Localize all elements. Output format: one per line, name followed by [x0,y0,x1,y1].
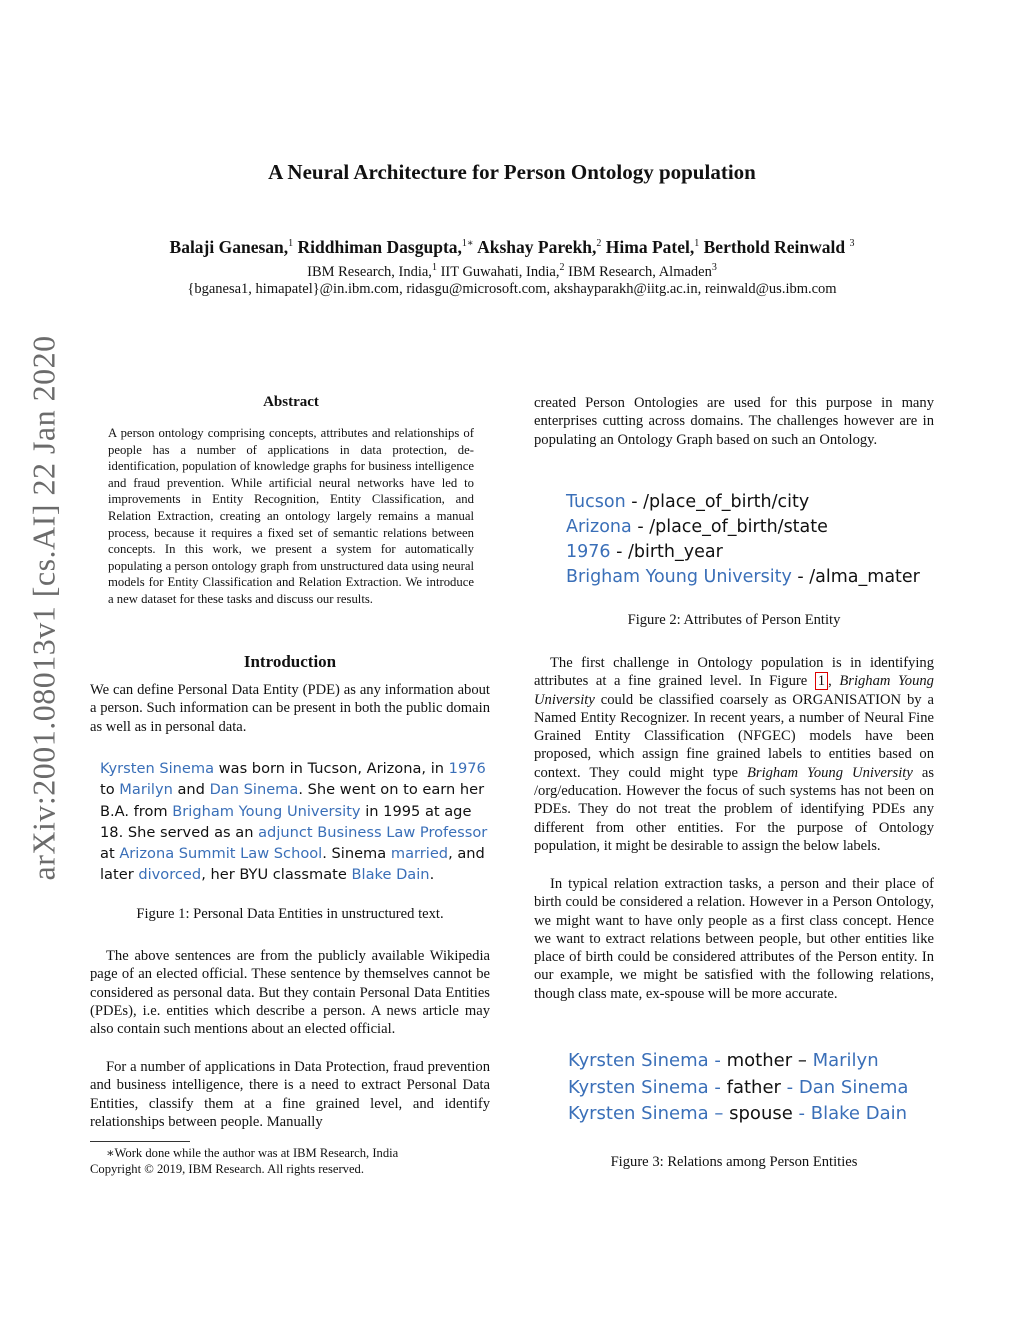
footnote-line: ∗Work done while the author was at IBM Research, India [106,1146,399,1160]
text-run: . Sinema [322,845,391,863]
separator: - [780,1076,799,1098]
affil-mark: 3 [711,262,717,273]
body-paragraph: For a number of applications in Data Protection, fraud prevention and business intelligence, there is a need to extract Personal Data Entities, classify them at a fine grained level, and identify relationships between people. Manually [90,1059,490,1130]
separator: - [792,1103,811,1124]
abstract-heading: Abstract [263,394,319,410]
figure1-caption: Figure 1: Personal Data Entities in unstructured text. [136,906,444,922]
attribute-label: /place_of_birth/state [649,517,828,537]
entity-mention: Kyrsten Sinema [568,1103,709,1124]
relation-label: father [726,1076,781,1098]
separator: - [791,567,810,587]
entity-mention: 1976 [448,760,486,777]
entity-mention: Brigham Young University [172,802,361,820]
intro-paragraph: We can define Personal Data Entity (PDE) as any information about a person. Such information can be present in both the public domain as well as in personal data. [90,682,490,735]
author-emails: {bganesa1, himapatel}@in.ibm.com, ridasgu@microsoft.com, akshayparakh@iitg.ac.in, reinwald@us.ibm.com [187,281,837,297]
relation-label: mother [726,1050,793,1071]
italic-run: Brigham Young University [746,764,913,781]
figure2-attributes [566,490,946,590]
author-affil-mark: 2 [596,238,602,250]
attribute-label: /birth_year [628,542,723,562]
attribute-row [566,490,946,515]
entity-mention: Blake Dain [351,866,430,884]
text-run: , [828,673,840,690]
affiliation: IBM Research, Almaden [568,263,712,280]
text-run: to [100,781,120,799]
affiliation: IBM Research, India, [307,263,432,280]
relation-row [568,1048,948,1075]
author-name: Akshay Parekh, [477,237,597,257]
text-run: The first challenge in Ontology population is in identifying attributes at a fine grained level. In Figure [534,655,934,690]
figure3-relations [568,1048,948,1128]
entity-mention: Arizona Summit Law School [119,845,323,863]
arxiv-stamp: arXiv:2001.08013v1 [cs.AI] 22 Jan 2020 [25,335,62,881]
entity-mention: divorced [138,866,202,884]
body-paragraph: created Person Ontologies are used for this purpose in many enterprises cutting across domains. The challenges however are in populating an Ontology Graph based on such an Ontology. [534,395,934,448]
author-list [0,237,1024,258]
affiliation: IIT Guwahati, India, [440,263,560,280]
paper-title: A Neural Architecture for Person Ontology population [268,160,756,184]
separator: – [708,1103,730,1124]
entity-mention: Kyrsten Sinema [100,760,215,777]
author-affil-mark: 3 [849,238,855,250]
author-affil-mark: 1∗ [461,238,474,250]
figure2-caption: Figure 2: Attributes of Person Entity [627,612,841,628]
author-name: Riddhiman Dasgupta, [297,237,462,257]
attribute-label: /alma_mater [809,567,920,587]
figure-reference-link[interactable]: 1 [815,672,828,690]
text-run: was born in Tucson, Arizona, in [214,760,449,777]
body-paragraph [534,654,934,855]
italic-run: Brigham Young University [534,673,934,708]
figure1-text [100,758,490,886]
author-name: Balaji Ganesan, [169,237,289,257]
entity-mention: Brigham Young University [566,567,792,587]
entity-mention: adjunct Business Law Professor [258,823,488,841]
separator: - [708,1076,727,1098]
entity-mention: Marilyn [812,1050,879,1071]
text-run: . She went on to earn her B.A. from [100,781,485,820]
text-run: and [172,781,210,799]
entity-mention: Dan Sinema [209,781,299,799]
entity-mention: married [390,845,449,863]
separator: - [610,542,628,562]
affil-mark: 1 [431,262,437,273]
author-affil-mark: 1 [694,238,700,250]
entity-mention: Dan Sinema [798,1076,909,1098]
relation-row [568,1075,948,1102]
figure3-caption: Figure 3: Relations among Person Entities [610,1154,858,1170]
author-name: Hima Patel, [605,237,695,257]
author-name: Berthold Reinwald [703,237,846,257]
abstract-text: A person ontology comprising concepts, attributes and relationships of people has a number of applications in data protection, de-identification, population of knowledge graphs for business intelligence and fraud prevention. While artificial neural networks have led to improvements in Entity Recognition, Entity Classification, and Relation Extraction, creating an ontology largely remains a manual process, because it requires a fixed set of semantic relations between concepts. In this work, we present a system for automatically populating a person ontology graph from unstructured data using neural models for Entity Classification and Relation Extraction. We introduce a new dataset for these tasks and discuss our results. [108,426,474,606]
text-run: in 1995 at age 18. She served as an [100,802,472,841]
text-run: , and later [100,845,485,884]
text-run: , her BYU classmate [201,866,352,884]
entity-mention: 1976 [566,542,611,562]
affiliations [0,262,1024,281]
entity-mention: Blake Dain [810,1103,908,1124]
attribute-row [566,565,946,590]
entity-mention: Marilyn [119,781,173,799]
text-run: could be classified coarsely as ORGANISATION by a Named Entity Recognizer. In recent years, a number of Neural Fine Grained Entity Classification (NFGEC) models have been proposed, which assign fine grained labels to entities based on context. They could might type [534,691,934,781]
relation-label: spouse [729,1103,793,1124]
text-run: as /org/education. However the focus of such systems has not been on PDEs. They do not treat the problem of identifying PDEs any different from other entities. For the purpose of Ontology population, it might be desirable to assign the below labels. [534,764,934,854]
copyright-line: Copyright © 2019, IBM Research. All rights reserved. [90,1162,364,1176]
footnote-rule [90,1141,190,1142]
text-run: . [429,866,435,884]
relation-row [568,1101,948,1128]
separator: – [792,1050,813,1071]
separator: - [625,492,644,512]
author-affil-mark: 1 [288,238,294,250]
entity-mention: Arizona [566,517,632,537]
separator: - [708,1050,727,1071]
attribute-label: /place_of_birth/city [643,492,810,512]
entity-mention: Kyrsten Sinema [568,1076,709,1098]
entity-mention: Kyrsten Sinema [568,1050,709,1071]
separator: - [631,517,650,537]
entity-mention: Tucson [566,492,626,512]
body-paragraph: The above sentences are from the publicly available Wikipedia page of an elected official. These sentence by themselves cannot be considered as personal data. But they contain Personal Data Entities (PDEs), i.e. entities which describe a person. A news article may also contain such mentions about an elected official. [90,948,490,1038]
footnote [90,1145,510,1177]
affil-mark: 2 [559,262,565,273]
body-paragraph: In typical relation extraction tasks, a person and their place of birth could be considered a relation. However in a Person Ontology, we might want to have only people as a first class concept. Hence we want to extract relations between people, but other entities like place of birth could be considered attributes of the Person entity. In our example, we might be satisfied with the following relations, though class mate, ex-spouse will be more accurate. [534,876,934,1002]
attribute-row [566,540,946,565]
text-run: at [100,845,120,863]
introduction-heading: Introduction [243,652,337,671]
attribute-row [566,515,946,540]
